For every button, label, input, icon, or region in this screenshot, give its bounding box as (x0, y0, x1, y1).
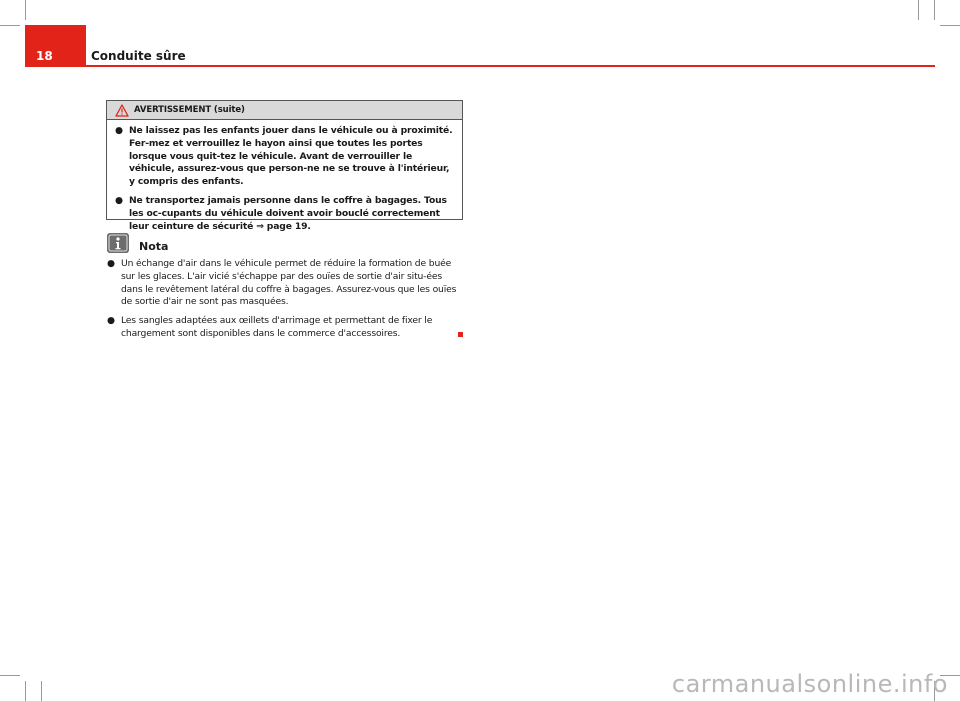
crop-mark (934, 0, 935, 20)
bullet: ● (107, 315, 115, 327)
end-square-icon (458, 332, 463, 337)
crop-mark (0, 25, 20, 26)
warning-triangle-icon (115, 104, 129, 117)
nota-title: Nota (139, 240, 169, 253)
list-item (115, 125, 456, 189)
warning-box (106, 100, 463, 232)
bullet: ● (115, 194, 123, 206)
info-icon (107, 233, 129, 253)
warning-item-text: Ne transportez jamais personne dans le coffre à bagages. Tous les oc-cupants du véhicule doivent avoir bouclé correctement leur ceinture de sécurité ⇒ page 19. (129, 194, 447, 232)
list-item (107, 315, 463, 341)
bullet: ● (115, 125, 123, 136)
crop-mark (25, 681, 26, 701)
warning-header (107, 101, 462, 120)
page-number-box (25, 25, 86, 67)
nota-item-text: Les sangles adaptées aux œillets d'arrimage et permettant de fixer le chargement sont disponibles dans le commerce d'accessoires. (121, 315, 433, 339)
header-rule (86, 65, 935, 67)
bullet: ● (107, 258, 115, 269)
list-item (115, 195, 456, 233)
watermark: carmanualsonline.info (671, 670, 948, 698)
warning-item-text: Ne laissez pas les enfants jouer dans le véhicule ou à proximité. Fer-mez et verrouillez le hayon ainsi que toutes les portes lorsque vous quit-tez le véhicule. Avant de verrouiller le véhicule, assurez-vous que person-ne ne se trouve à l'intérieur, y compris des enfants. (129, 125, 453, 188)
crop-mark (918, 0, 919, 20)
nota-item-text: Un échange d'air dans le véhicule permet de réduire la formation de buée sur les glaces. L'air vicié s'échappe par des ouïes de sortie d'air situ-ées dans le revêtement latéral du coffre à bagages. Assurez-vous que les ouïes de sortie d'air ne sont pas masquées. (121, 258, 457, 308)
nota-body (107, 258, 463, 347)
crop-mark (940, 25, 960, 26)
section-title: Conduite sûre (91, 49, 186, 63)
warning-title: AVERTISSEMENT (suite) (134, 105, 245, 115)
crop-mark (25, 0, 26, 20)
crop-mark (0, 675, 20, 676)
list-item (107, 258, 463, 309)
warning-body (107, 120, 462, 233)
page-number: 18 (36, 49, 53, 63)
crop-mark (41, 681, 42, 701)
